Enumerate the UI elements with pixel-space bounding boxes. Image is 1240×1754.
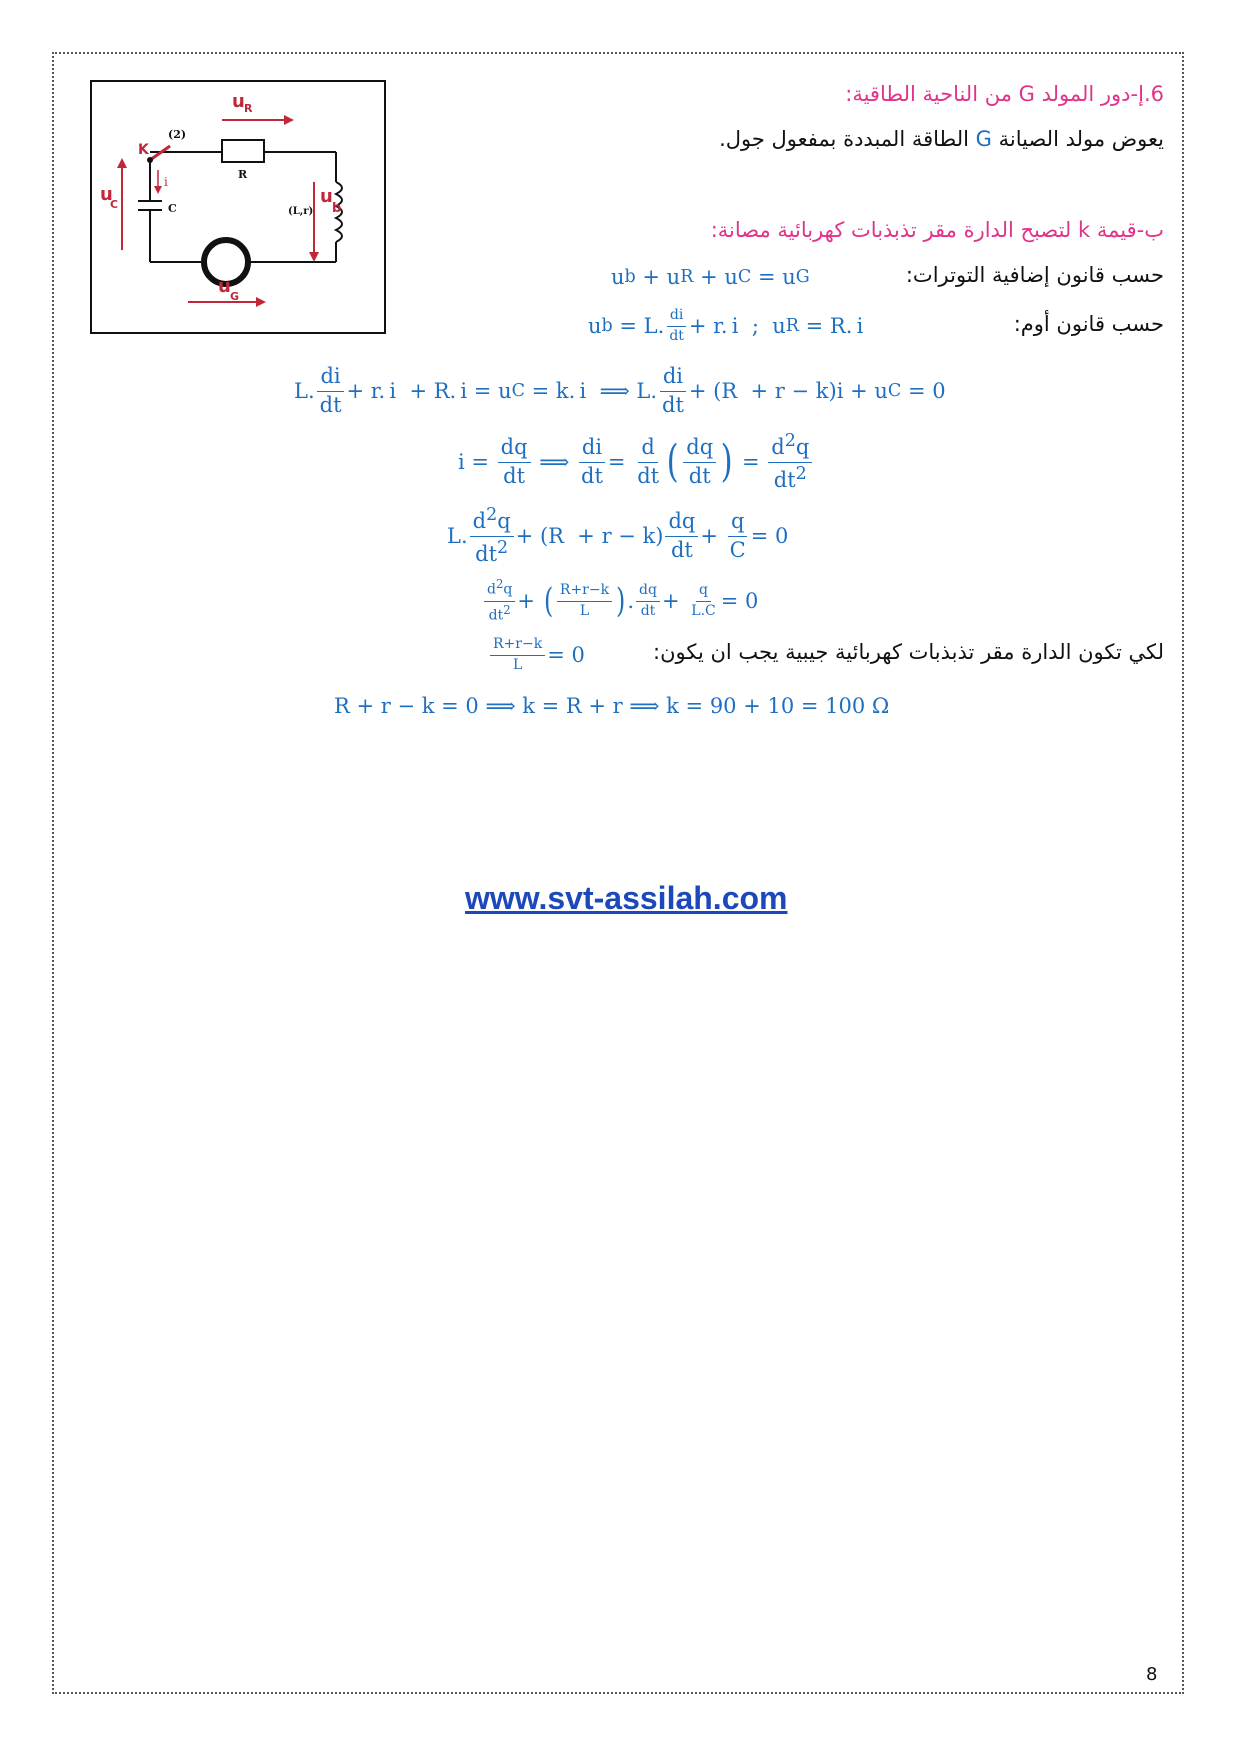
eq-2: i = $\frac{dq}{dt}$ ⟹ $\frac{di}{dt}$ = $\frac{d}{dt}$ ( $\frac{dq}{dt}$ ) = $\frac{d^2q}{dt^2}$ [458, 432, 814, 492]
label-ug: u [218, 276, 231, 297]
law-ohm: حسب قانون أوم: [1013, 312, 1164, 336]
condition-text: لكي تكون الدارة مقر تذبذبات كهربائية جيبية يجب ان يكون: [653, 640, 1164, 664]
label-ur: u [232, 91, 245, 112]
eq-4: $\frac{d^2q}{dt^2}$ + ( $\frac{R+r-k}{L}$ ) . $\frac{dq}{dt}$ + $\frac{q}{L.C}$ = 0 [482, 576, 758, 626]
label-i: i [164, 175, 168, 189]
circuit-schematic [92, 82, 384, 332]
heading-k-value: ب-قيمة k لتصبح الدارة مقر تذبذبات كهربائية مصانة: [710, 218, 1164, 242]
svg-text:R: R [244, 102, 253, 115]
label-ub: u [320, 186, 333, 207]
label-c: C [168, 202, 177, 215]
svg-text:b: b [332, 201, 342, 216]
label-pos2: (2) [168, 128, 187, 141]
circuit-diagram [90, 80, 386, 334]
eq-ohm: u b = L. $\frac{di}{dt}$ + r. i ; u R = R. i [588, 307, 864, 344]
eq-voltage-sum: u b + u R + u C = u G [611, 265, 810, 289]
page-number: 8 [1146, 1664, 1158, 1685]
eq-1: L. $\frac{di}{dt}$ + r. i + R. i = u C = k. i ⟹ L. $\frac{di}{dt}$ + (R + r − k)i + u C = 0 [294, 364, 946, 417]
generator-symbol-g: G [975, 127, 992, 151]
website-link[interactable]: www.svt-assilah.com [465, 880, 788, 916]
resistor-symbol [222, 140, 264, 162]
eq-condition: $\frac{R+r-k}{L}$ = 0 [488, 634, 585, 676]
label-coil: (L,r) [288, 206, 314, 217]
eq-final: R + r − k = 0 ⟹ k = R + r ⟹ k = 90 + 10 = 100 Ω [334, 694, 890, 718]
law-voltage-addition: حسب قانون إضافية التوترات: [905, 263, 1164, 287]
svg-text:G: G [230, 290, 240, 303]
label-uc: u [100, 184, 113, 205]
generator-role-text: يعوض مولد الصيانة G الطاقة المبددة بمفعول جول. [719, 127, 1164, 151]
label-k: K [138, 142, 149, 158]
label-r: R [238, 168, 248, 181]
heading-generator-role: 6.إ-دور المولد G من الناحية الطاقية: [845, 82, 1164, 106]
svg-text:C: C [110, 198, 119, 211]
eq-3: L. $\frac{d^2q}{dt^2}$ + (R + r − k) $\frac{dq}{dt}$ + $\frac{q}{C}$ = 0 [447, 505, 789, 566]
